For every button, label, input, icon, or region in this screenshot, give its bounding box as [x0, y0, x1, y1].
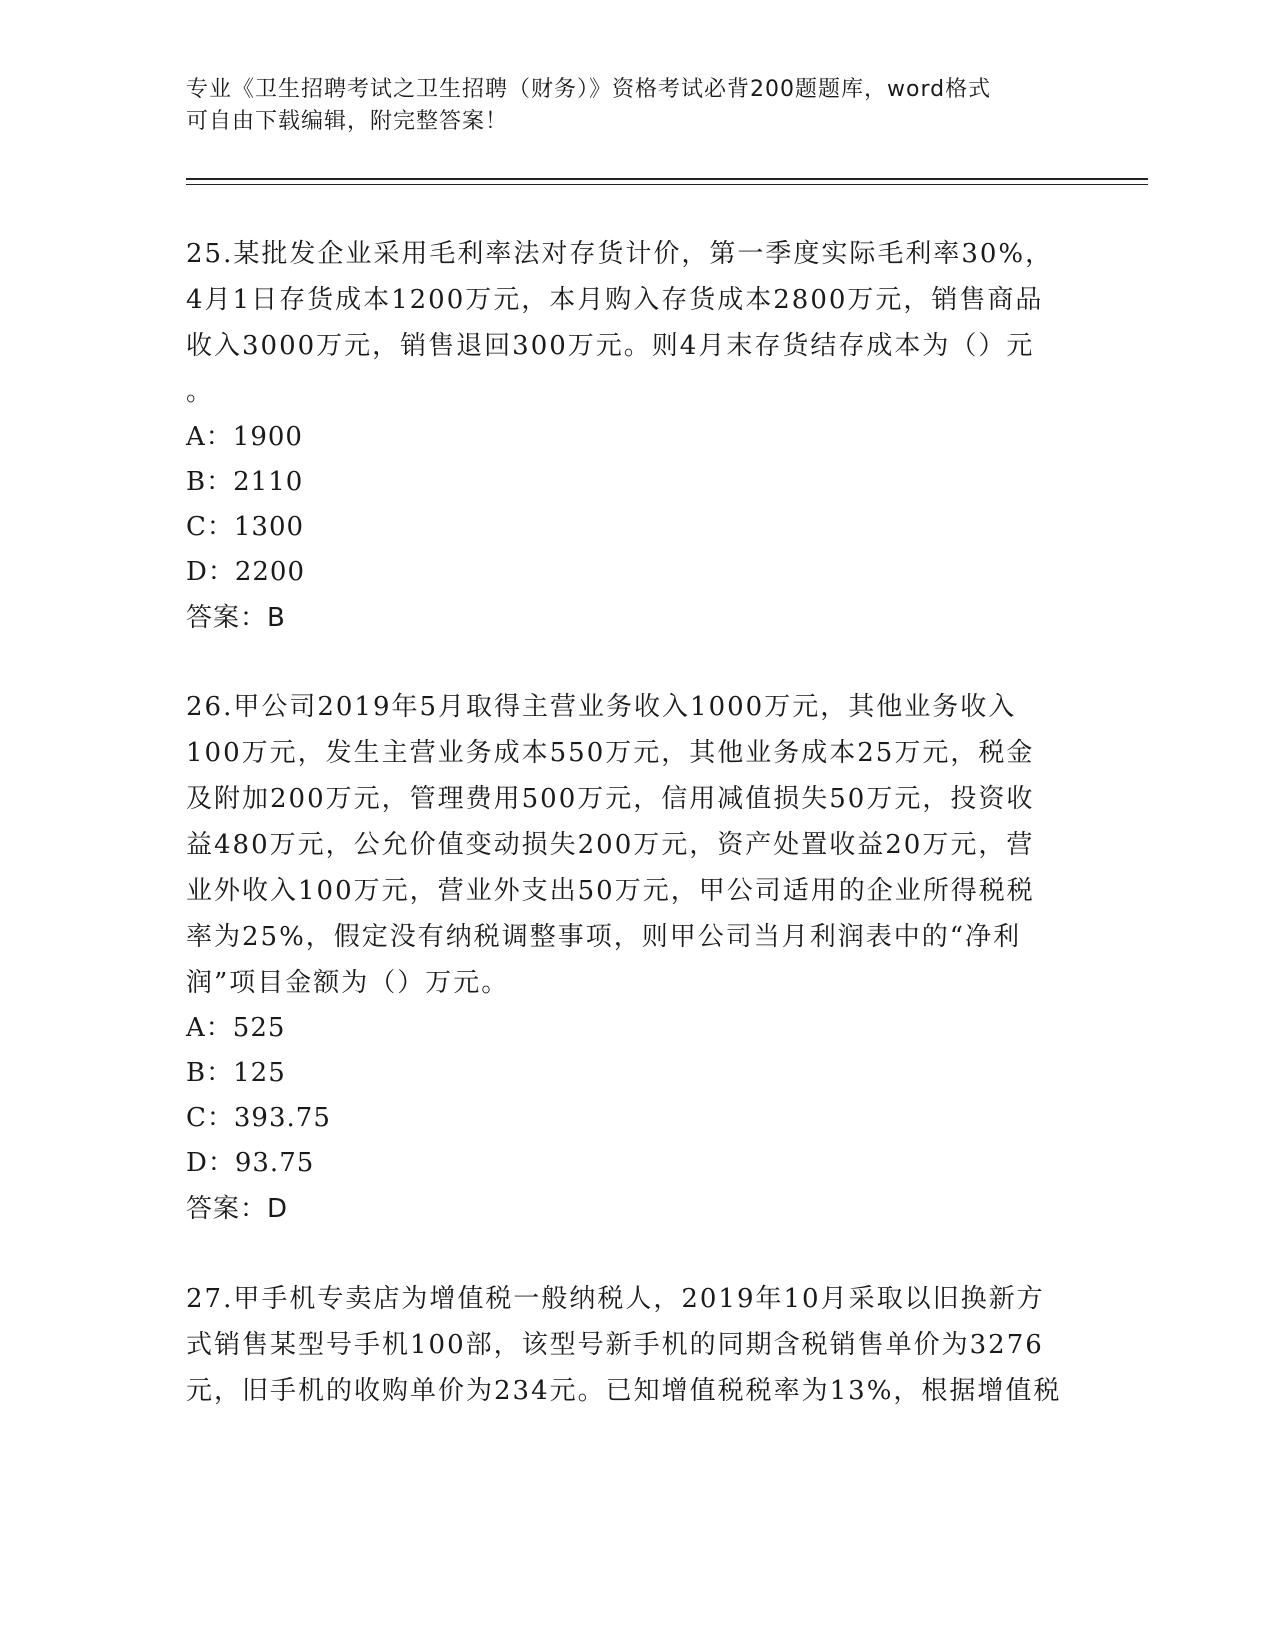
question-27	[186, 1276, 1086, 1414]
question-26	[186, 684, 1086, 1232]
question-text-line: 益480万元，公允价值变动损失200万元，资产处置收益20万元，营	[186, 830, 1035, 860]
question-text-line: 100万元，发生主营业务成本550万元，其他业务成本25万元，税金	[186, 738, 1035, 768]
question-text-line: 润”项目金额为（）万元。	[186, 968, 510, 998]
question-text-line: 4月1日存货成本1200万元，本月购入存货成本2800万元，销售商品	[186, 285, 1044, 315]
question-text-line: 业外收入100万元，营业外支出50万元，甲公司适用的企业所得税税	[186, 876, 1035, 906]
document-header	[186, 74, 1086, 138]
question-text-line: 元，旧手机的收购单价为234元。已知增值税税率为13%，根据增值税	[186, 1376, 1062, 1406]
question-25	[186, 231, 1086, 641]
question-text-line: 率为25%，假定没有纳税调整事项，则甲公司当月利润表中的“净利	[186, 922, 1022, 952]
option-d: D：2200	[186, 557, 306, 587]
header-divider-thick	[186, 178, 1148, 180]
option-a: A：1900	[186, 422, 303, 452]
header-title-line-2: 可自由下载编辑，附完整答案！	[186, 109, 509, 134]
answer-label: 答案：B	[186, 603, 286, 633]
option-c: C：1300	[186, 512, 305, 542]
option-b: B：125	[186, 1058, 286, 1088]
option-a: A：525	[186, 1013, 286, 1043]
option-d: D：93.75	[186, 1148, 315, 1178]
option-b: B：2110	[186, 467, 304, 497]
question-text-line: 25.某批发企业采用毛利率法对存货计价，第一季度实际毛利率30%，	[186, 239, 1054, 269]
option-c: C：393.75	[186, 1103, 331, 1133]
header-title-line-1: 专业《卫生招聘考试之卫生招聘（财务）》资格考试必背200题题库，word格式	[186, 77, 992, 102]
question-text-line: 27.甲手机专卖店为增值税一般纳税人，2019年10月采取以旧换新方	[186, 1284, 1045, 1314]
header-divider-thin	[186, 184, 1148, 185]
question-text-line: 收入3000万元，销售退回300万元。则4月末存货结存成本为（）元	[186, 331, 1035, 361]
question-text-line: 及附加200万元，管理费用500万元，信用减值损失50万元，投资收	[186, 784, 1035, 814]
question-text-line: 式销售某型号手机100部，该型号新手机的同期含税销售单价为3276	[186, 1330, 1044, 1360]
answer-label: 答案：D	[186, 1194, 289, 1224]
question-text-line: 26.甲公司2019年5月取得主营业务收入1000万元，其他业务收入	[186, 692, 1017, 722]
question-text-line: 。	[186, 377, 215, 407]
